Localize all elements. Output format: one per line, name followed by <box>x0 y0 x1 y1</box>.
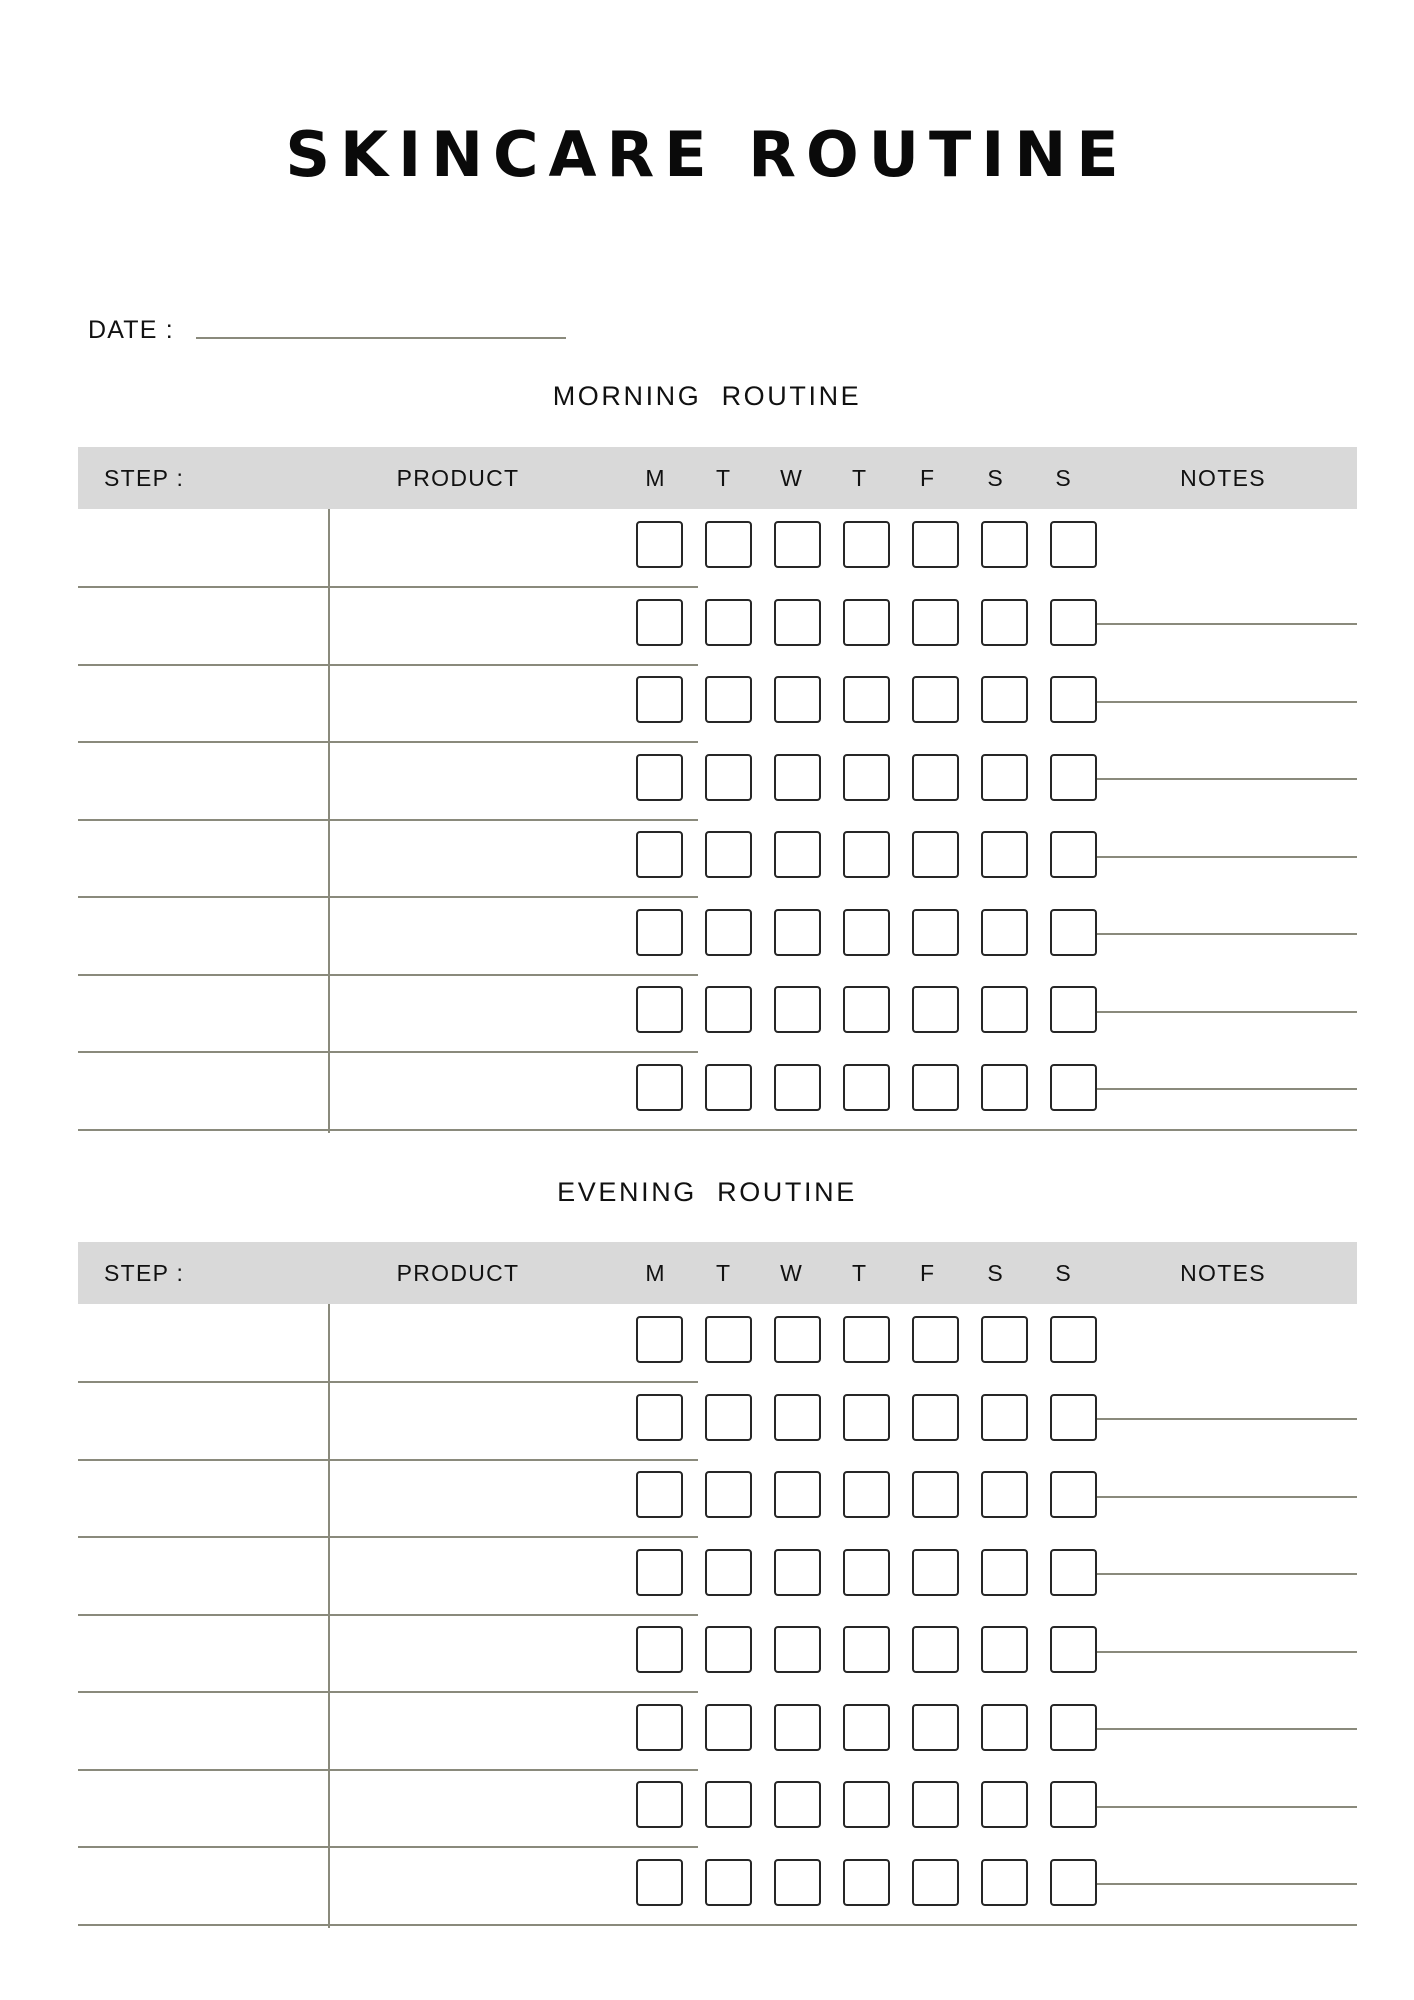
checkbox-day-6[interactable] <box>1050 1471 1097 1518</box>
checkbox-day-3[interactable] <box>843 909 890 956</box>
checkbox-day-0[interactable] <box>636 1316 683 1363</box>
notes-write-line[interactable] <box>1086 1496 1357 1498</box>
section-heading-morning: MORNING ROUTINE <box>552 381 862 411</box>
checkbox-day-5[interactable] <box>981 986 1028 1033</box>
checkbox-day-4[interactable] <box>912 1316 959 1363</box>
step-product-write-line[interactable] <box>78 1459 698 1461</box>
checkbox-day-4[interactable] <box>912 1859 959 1906</box>
checkbox-day-4[interactable] <box>912 909 959 956</box>
checkbox-day-2[interactable] <box>774 831 821 878</box>
checkbox-day-6[interactable] <box>1050 831 1097 878</box>
checkbox-day-4[interactable] <box>912 1781 959 1828</box>
column-header-day-2: W <box>780 1260 802 1286</box>
table-row <box>636 1859 1097 1906</box>
table-row <box>636 986 1097 1033</box>
checkbox-day-3[interactable] <box>843 676 890 723</box>
column-header-day-5: S <box>987 1260 1003 1286</box>
table-row <box>636 599 1097 646</box>
table-row <box>636 831 1097 878</box>
checkbox-day-2[interactable] <box>774 754 821 801</box>
step-product-write-line[interactable] <box>78 741 698 743</box>
column-header-day-2: W <box>780 465 802 491</box>
checkbox-day-5[interactable] <box>981 1626 1028 1673</box>
checkbox-day-2[interactable] <box>774 909 821 956</box>
checkbox-day-2[interactable] <box>774 1704 821 1751</box>
date-label: DATE : <box>88 316 174 344</box>
checkbox-day-1[interactable] <box>705 909 752 956</box>
checkbox-day-5[interactable] <box>981 1471 1028 1518</box>
checkbox-day-6[interactable] <box>1050 1781 1097 1828</box>
checkbox-day-0[interactable] <box>636 1781 683 1828</box>
step-product-write-line[interactable] <box>78 819 698 821</box>
checkbox-day-0[interactable] <box>636 676 683 723</box>
checkbox-day-6[interactable] <box>1050 909 1097 956</box>
column-header-day-1: T <box>715 465 731 491</box>
checkbox-day-6[interactable] <box>1050 754 1097 801</box>
checkbox-day-6[interactable] <box>1050 1704 1097 1751</box>
step-product-write-line[interactable] <box>78 1846 698 1848</box>
step-product-write-line[interactable] <box>78 586 698 588</box>
checkbox-day-2[interactable] <box>774 1549 821 1596</box>
checkbox-day-0[interactable] <box>636 1064 683 1111</box>
checkbox-day-1[interactable] <box>705 986 752 1033</box>
checkbox-day-4[interactable] <box>912 831 959 878</box>
column-header-product: PRODUCT <box>396 465 520 491</box>
checkbox-day-6[interactable] <box>1050 521 1097 568</box>
checkbox-day-3[interactable] <box>843 831 890 878</box>
checkbox-day-4[interactable] <box>912 676 959 723</box>
checkbox-day-4[interactable] <box>912 1471 959 1518</box>
checkbox-day-0[interactable] <box>636 1471 683 1518</box>
table-header-row-evening <box>78 1242 1357 1304</box>
checkbox-day-1[interactable] <box>705 1064 752 1111</box>
notes-write-line[interactable] <box>1086 1011 1357 1013</box>
checkbox-day-6[interactable] <box>1050 1859 1097 1906</box>
morning-routine-table <box>78 447 1357 1133</box>
checkbox-day-2[interactable] <box>774 599 821 646</box>
checkbox-day-2[interactable] <box>774 1316 821 1363</box>
checkbox-day-4[interactable] <box>912 754 959 801</box>
checkbox-day-6[interactable] <box>1050 1549 1097 1596</box>
table-row <box>636 1316 1097 1363</box>
checkbox-day-5[interactable] <box>981 1316 1028 1363</box>
checkbox-day-0[interactable] <box>636 986 683 1033</box>
step-product-write-line[interactable] <box>78 1051 698 1053</box>
column-header-step: STEP : <box>104 1260 185 1286</box>
checkbox-day-2[interactable] <box>774 1471 821 1518</box>
column-header-day-4: F <box>919 465 935 491</box>
checkbox-day-4[interactable] <box>912 1549 959 1596</box>
table-row <box>636 1064 1097 1111</box>
checkbox-day-2[interactable] <box>774 986 821 1033</box>
notes-write-line[interactable] <box>1086 623 1357 625</box>
table-row <box>636 676 1097 723</box>
page-title: SKINCARE ROUTINE <box>285 118 1129 191</box>
checkbox-day-1[interactable] <box>705 831 752 878</box>
table-row <box>636 1471 1097 1518</box>
checkbox-day-5[interactable] <box>981 909 1028 956</box>
checkbox-day-1[interactable] <box>705 1781 752 1828</box>
checkbox-day-3[interactable] <box>843 1626 890 1673</box>
table-body-morning <box>78 509 1357 1133</box>
table-row <box>636 1549 1097 1596</box>
table-body-evening <box>78 1304 1357 1928</box>
notes-write-line[interactable] <box>1086 1883 1357 1885</box>
step-product-write-line[interactable] <box>78 664 698 666</box>
checkbox-day-0[interactable] <box>636 521 683 568</box>
step-product-write-line[interactable] <box>78 1691 698 1693</box>
notes-write-line[interactable] <box>1086 1418 1357 1420</box>
table-row <box>636 1781 1097 1828</box>
checkbox-day-1[interactable] <box>705 1471 752 1518</box>
step-product-write-line[interactable] <box>78 1769 698 1771</box>
step-product-write-line[interactable] <box>78 1129 1357 1131</box>
checkbox-day-2[interactable] <box>774 676 821 723</box>
step-product-write-line[interactable] <box>78 1536 698 1538</box>
checkbox-day-1[interactable] <box>705 1549 752 1596</box>
checkbox-day-6[interactable] <box>1050 1316 1097 1363</box>
step-product-write-line[interactable] <box>78 1381 698 1383</box>
checkbox-day-3[interactable] <box>843 1394 890 1441</box>
column-header-notes: NOTES <box>1180 1260 1266 1286</box>
checkbox-day-3[interactable] <box>843 986 890 1033</box>
table-row <box>636 754 1097 801</box>
checkbox-day-3[interactable] <box>843 1471 890 1518</box>
checkbox-day-0[interactable] <box>636 599 683 646</box>
table-row <box>636 1394 1097 1441</box>
checkbox-day-6[interactable] <box>1050 599 1097 646</box>
column-header-day-0: M <box>645 465 665 491</box>
checkbox-day-6[interactable] <box>1050 986 1097 1033</box>
notes-write-line[interactable] <box>1086 701 1357 703</box>
step-product-write-line[interactable] <box>78 896 698 898</box>
checkbox-day-0[interactable] <box>636 909 683 956</box>
notes-write-line[interactable] <box>1086 933 1357 935</box>
checkbox-day-2[interactable] <box>774 1859 821 1906</box>
column-header-day-6: S <box>1055 1260 1071 1286</box>
checkbox-day-6[interactable] <box>1050 676 1097 723</box>
evening-routine-table <box>78 1242 1357 1928</box>
checkbox-day-0[interactable] <box>636 1859 683 1906</box>
checkbox-day-2[interactable] <box>774 521 821 568</box>
checkbox-day-5[interactable] <box>981 754 1028 801</box>
checkbox-day-2[interactable] <box>774 1064 821 1111</box>
table-row <box>636 521 1097 568</box>
checkbox-day-1[interactable] <box>705 599 752 646</box>
notes-write-line[interactable] <box>1086 1088 1357 1090</box>
section-heading-evening: EVENING ROUTINE <box>557 1177 857 1207</box>
checkbox-day-6[interactable] <box>1050 1064 1097 1111</box>
step-product-divider <box>328 1304 330 1928</box>
checkbox-day-1[interactable] <box>705 1859 752 1906</box>
checkbox-day-5[interactable] <box>981 1781 1028 1828</box>
table-row <box>636 909 1097 956</box>
table-row <box>636 1626 1097 1673</box>
checkbox-day-2[interactable] <box>774 1626 821 1673</box>
column-header-day-5: S <box>987 465 1003 491</box>
checkbox-day-3[interactable] <box>843 1316 890 1363</box>
notes-write-line[interactable] <box>1086 856 1357 858</box>
checkbox-day-5[interactable] <box>981 1704 1028 1751</box>
checkbox-day-0[interactable] <box>636 1704 683 1751</box>
step-product-write-line[interactable] <box>78 974 698 976</box>
checkbox-day-4[interactable] <box>912 986 959 1033</box>
checkbox-day-3[interactable] <box>843 1549 890 1596</box>
checkbox-day-1[interactable] <box>705 676 752 723</box>
column-header-notes: NOTES <box>1180 465 1266 491</box>
checkbox-day-5[interactable] <box>981 1394 1028 1441</box>
checkbox-day-0[interactable] <box>636 1394 683 1441</box>
checkbox-day-3[interactable] <box>843 1781 890 1828</box>
step-product-write-line[interactable] <box>78 1614 698 1616</box>
date-input-line[interactable] <box>196 337 566 339</box>
checkbox-day-2[interactable] <box>774 1394 821 1441</box>
checkbox-day-0[interactable] <box>636 831 683 878</box>
checkbox-day-5[interactable] <box>981 1859 1028 1906</box>
checkbox-day-3[interactable] <box>843 754 890 801</box>
checkbox-day-1[interactable] <box>705 521 752 568</box>
notes-write-line[interactable] <box>1086 778 1357 780</box>
checkbox-day-6[interactable] <box>1050 1394 1097 1441</box>
step-product-divider <box>328 509 330 1133</box>
column-header-step: STEP : <box>104 465 185 491</box>
checkbox-day-4[interactable] <box>912 1394 959 1441</box>
checkbox-day-5[interactable] <box>981 831 1028 878</box>
column-header-day-6: S <box>1055 465 1071 491</box>
checkbox-day-0[interactable] <box>636 1549 683 1596</box>
checkbox-day-5[interactable] <box>981 521 1028 568</box>
column-header-day-4: F <box>919 1260 935 1286</box>
column-header-day-0: M <box>645 1260 665 1286</box>
checkbox-day-1[interactable] <box>705 1316 752 1363</box>
checkbox-day-5[interactable] <box>981 599 1028 646</box>
checkbox-day-3[interactable] <box>843 599 890 646</box>
checkbox-day-4[interactable] <box>912 599 959 646</box>
checkbox-day-1[interactable] <box>705 1626 752 1673</box>
notes-write-line[interactable] <box>1086 1573 1357 1575</box>
checkbox-day-4[interactable] <box>912 1626 959 1673</box>
notes-write-line[interactable] <box>1086 1806 1357 1808</box>
checkbox-day-2[interactable] <box>774 1781 821 1828</box>
checkbox-day-3[interactable] <box>843 1704 890 1751</box>
checkbox-day-4[interactable] <box>912 521 959 568</box>
table-header-row-morning <box>78 447 1357 509</box>
column-header-day-1: T <box>715 1260 731 1286</box>
checkbox-day-6[interactable] <box>1050 1626 1097 1673</box>
notes-write-line[interactable] <box>1086 1651 1357 1653</box>
notes-write-line[interactable] <box>1086 1728 1357 1730</box>
checkbox-day-0[interactable] <box>636 754 683 801</box>
checkbox-day-0[interactable] <box>636 1626 683 1673</box>
checkbox-day-4[interactable] <box>912 1064 959 1111</box>
column-header-day-3: T <box>851 465 867 491</box>
column-header-product: PRODUCT <box>396 1260 520 1286</box>
checkbox-day-1[interactable] <box>705 1394 752 1441</box>
checkbox-day-5[interactable] <box>981 1064 1028 1111</box>
checkbox-day-3[interactable] <box>843 1859 890 1906</box>
step-product-write-line[interactable] <box>78 1924 1357 1926</box>
checkbox-day-5[interactable] <box>981 1549 1028 1596</box>
checkbox-day-4[interactable] <box>912 1704 959 1751</box>
checkbox-day-5[interactable] <box>981 676 1028 723</box>
checkbox-day-1[interactable] <box>705 754 752 801</box>
table-row <box>636 1704 1097 1751</box>
checkbox-day-3[interactable] <box>843 521 890 568</box>
checkbox-day-3[interactable] <box>843 1064 890 1111</box>
date-field <box>88 318 566 343</box>
column-header-day-3: T <box>851 1260 867 1286</box>
checkbox-day-1[interactable] <box>705 1704 752 1751</box>
